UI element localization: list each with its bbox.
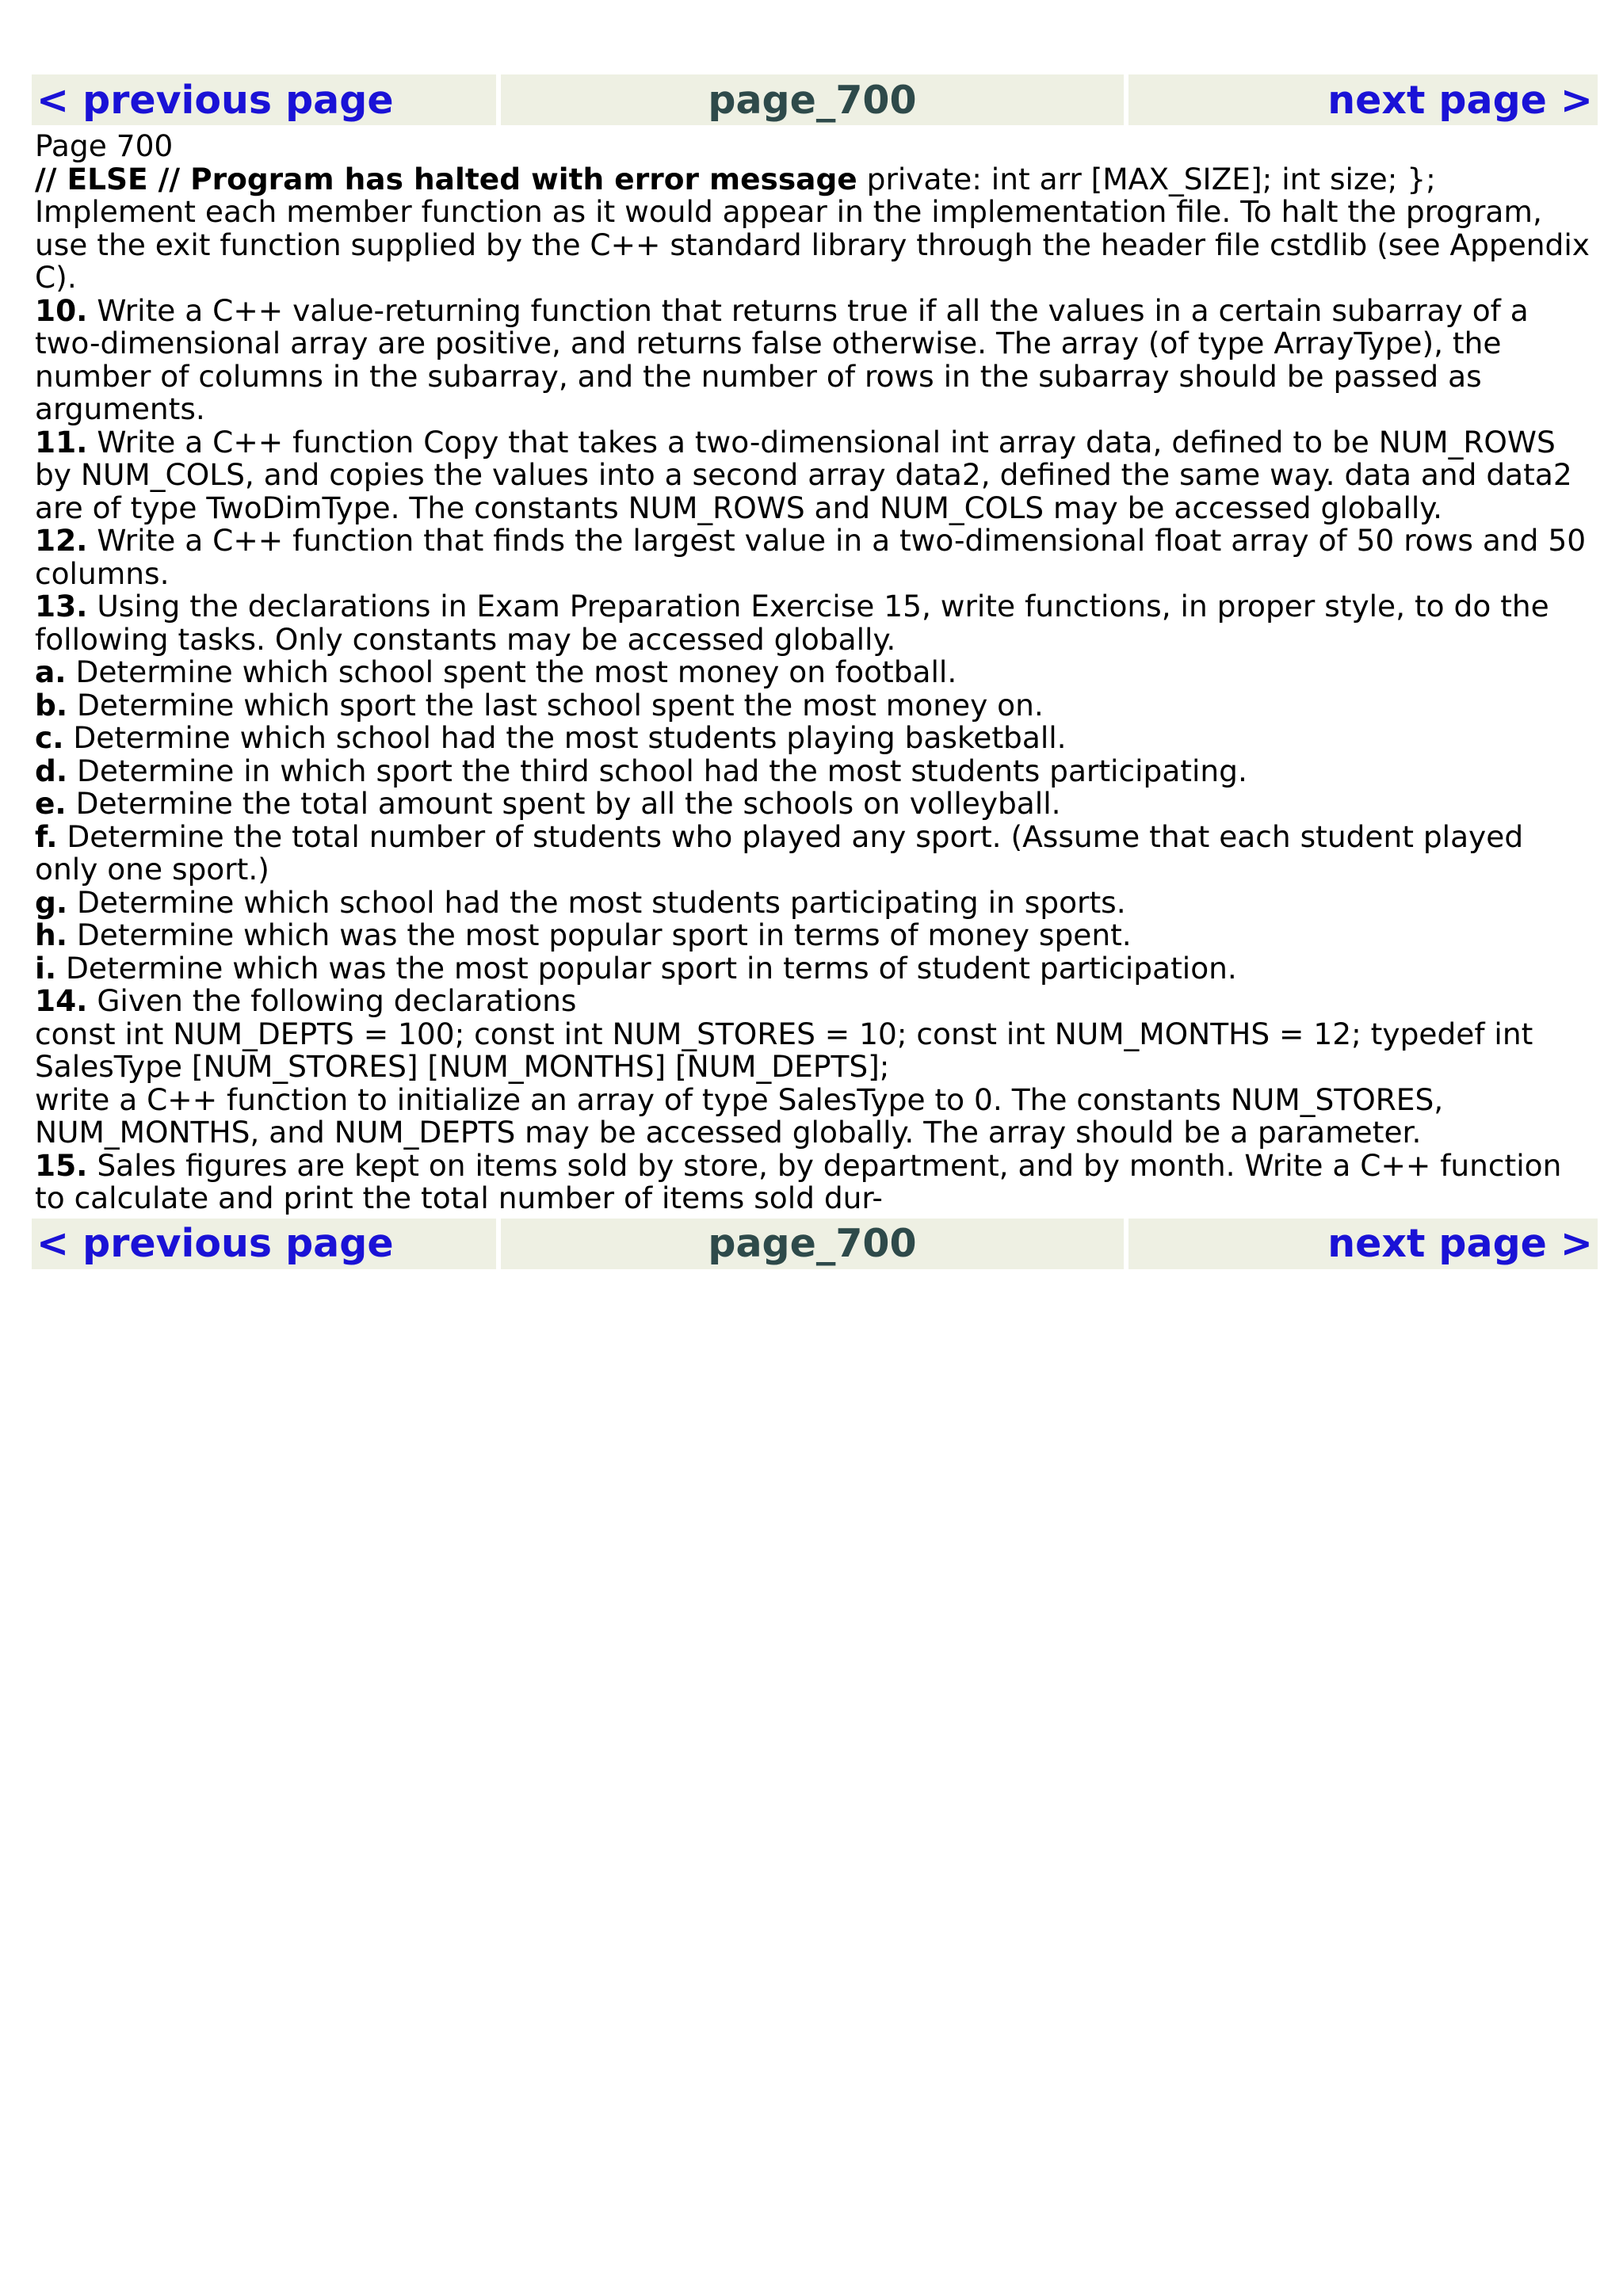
subitem-text: Determine in which sport the third school had the most students participating. [67,753,1247,788]
exercise-subitem [35,656,1594,689]
subitem-text: Determine the total number of students who played any sport. (Assume that each student played only one sport.) [35,818,1524,887]
subitem-letter: f. [35,818,58,854]
exercise-item [35,1147,1594,1215]
next-page-link-bottom[interactable]: next page > [1128,1219,1598,1269]
exercise-subitem [35,919,1594,952]
subitem-text: Determine which was the most popular sport in terms of student participation. [56,950,1237,986]
next-page-link[interactable]: next page > [1128,74,1598,125]
subitem-letter: h. [35,917,67,952]
subitem-text: Determine which school had the most students participating in sports. [67,884,1126,920]
declarations-code: const int NUM_DEPTS = 100; const int NUM_STORES = 10; const int NUM_MONTHS = 12; typedef int SalesType [NUM_STORES] [NUM_MONTHS] [NUM_DEPTS]; [35,1016,1533,1084]
exercise-item [35,426,1594,525]
page-label-bottom: page_700 [501,1219,1124,1269]
intro-text: private: int arr [MAX_SIZE]; int size; }; Implement each member function as it would appear in the implementation file. To halt the program, use the exit function supplied by the C++ standard library through the header file cstdlib (see Appendix C). [35,161,1590,295]
declarations-followup: write a C++ function to initialize an array of type SalesType to 0. The constants NUM_STORES, NUM_MONTHS, and NUM_DEPTS may be accessed globally. The array should be a parameter. [35,1081,1444,1150]
exercise-subitem [35,952,1594,986]
page-content [32,125,1598,1215]
exercise-item [35,590,1594,656]
exercise-number: 10. [35,292,88,328]
exercise-subitem [35,755,1594,788]
exercise-item [35,985,1594,1018]
intro-paragraph [35,163,1594,295]
page-heading: Page 700 [35,128,174,163]
exercise-item [35,292,1594,426]
exercise-number: 14. [35,983,88,1018]
exercise-number: 12. [35,523,88,558]
subitem-text: Determine which was the most popular sport in terms of money spent. [67,917,1132,952]
exercise-number: 11. [35,424,88,460]
exercise-subitem [35,722,1594,755]
subitem-text: Determine which school had the most students playing basketball. [63,720,1067,755]
subitem-letter: d. [35,753,68,788]
previous-page-link[interactable]: < previous page [32,74,496,125]
exercise-text: Given the following declarations [87,983,577,1018]
exercise-item [35,524,1594,590]
exercise-subitem [35,788,1594,821]
top-navbar [32,74,1598,125]
subitem-text: Determine which school spent the most money on football. [66,654,957,689]
subitem-letter: c. [35,720,64,755]
exercise-number: 15. [35,1147,88,1183]
subitem-letter: g. [35,884,68,920]
bottom-navbar [32,1219,1598,1269]
intro-bold: // ELSE // Program has halted with error message [35,161,857,196]
subitem-letter: e. [35,786,67,821]
exercise-text: Write a C++ value-returning function that returns true if all the values in a certain subarray of a two-dimensional array are positive, and returns false otherwise. The array (of type ArrayType), the number of columns in the subarray, and the number of rows in the subarray should be passed as arguments. [35,292,1529,426]
page-label: page_700 [501,74,1124,125]
exercise-subitem [35,818,1594,887]
previous-page-link-bottom[interactable]: < previous page [32,1219,496,1269]
subitem-text: Determine which sport the last school spent the most money on. [67,687,1044,723]
exercise-text: Write a C++ function that finds the largest value in a two-dimensional float array of 50 rows and 50 columns. [35,523,1587,591]
exercise-text: Using the declarations in Exam Preparation Exercise 15, write functions, in proper style, to do the following tasks. Only constants may be accessed globally. [35,589,1549,657]
exercise-subitem [35,884,1594,920]
exercise-text: Sales figures are kept on items sold by store, by department, and by month. Write a C++ function to calculate and print the total number of items sold dur- [35,1147,1562,1215]
subitem-letter: i. [35,950,57,986]
subitem-text: Determine the total amount spent by all the schools on volleyball. [66,786,1061,821]
subitem-letter: b. [35,687,68,723]
exercise-subitem [35,689,1594,723]
page-wrapper [32,74,1598,1269]
subitem-letter: a. [35,654,67,689]
exercise-text: Write a C++ function Copy that takes a two-dimensional int array data, defined to be NUM_ROWS by NUM_COLS, and copies the values into a second array data2, defined the same way. data and data2 are of type TwoDimType. The constants NUM_ROWS and NUM_COLS may be accessed globally. [35,424,1572,525]
exercise-number: 13. [35,589,88,624]
